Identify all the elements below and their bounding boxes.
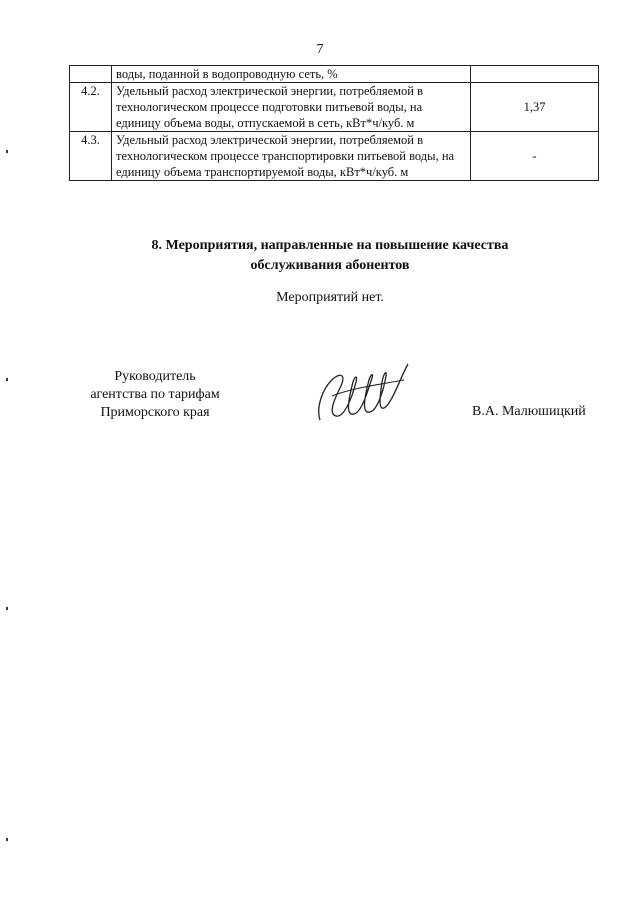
signer-position [60, 368, 250, 422]
section-title-line: обслуживания абонентов [250, 258, 410, 273]
section-body: Мероприятий нет. [276, 290, 384, 305]
handwritten-signature [312, 358, 412, 428]
scan-mark [6, 378, 8, 381]
row-description: Удельный расход электрической энергии, потребляемой в технологическом процессе транспортировки питьевой воды, на единицу объема транспортируемой воды, кВт*ч/куб. м [112, 132, 471, 181]
table-row [70, 66, 599, 83]
row-number: 4.2. [70, 83, 112, 132]
scan-mark [6, 150, 8, 153]
row-value [471, 66, 599, 83]
section-title [60, 236, 600, 276]
row-description: Удельный расход электрической энергии, потребляемой в технологическом процессе подготовки питьевой воды, на единицу объема воды, отпускаемой в сеть, кВт*ч/куб. м [112, 83, 471, 132]
row-description: воды, поданной в водопроводную сеть, % [112, 66, 471, 83]
parameters-table [69, 65, 599, 181]
section-title-line: 8. Мероприятия, направленные на повышение качества [151, 238, 509, 253]
signer-position-line: агентства по тарифам [90, 387, 220, 402]
row-number: 4.3. [70, 132, 112, 181]
signer-name: В.А. Малюшицкий [472, 404, 586, 419]
scan-mark [6, 607, 8, 610]
table-row [70, 83, 599, 132]
signer-position-line: Руководитель [114, 369, 196, 384]
row-number [70, 66, 112, 83]
row-value: 1,37 [471, 83, 599, 132]
row-value: - [471, 132, 599, 181]
scan-mark [6, 838, 8, 841]
page-number: 7 [316, 42, 324, 57]
table-row [70, 132, 599, 181]
signer-position-line: Приморского края [100, 405, 210, 420]
